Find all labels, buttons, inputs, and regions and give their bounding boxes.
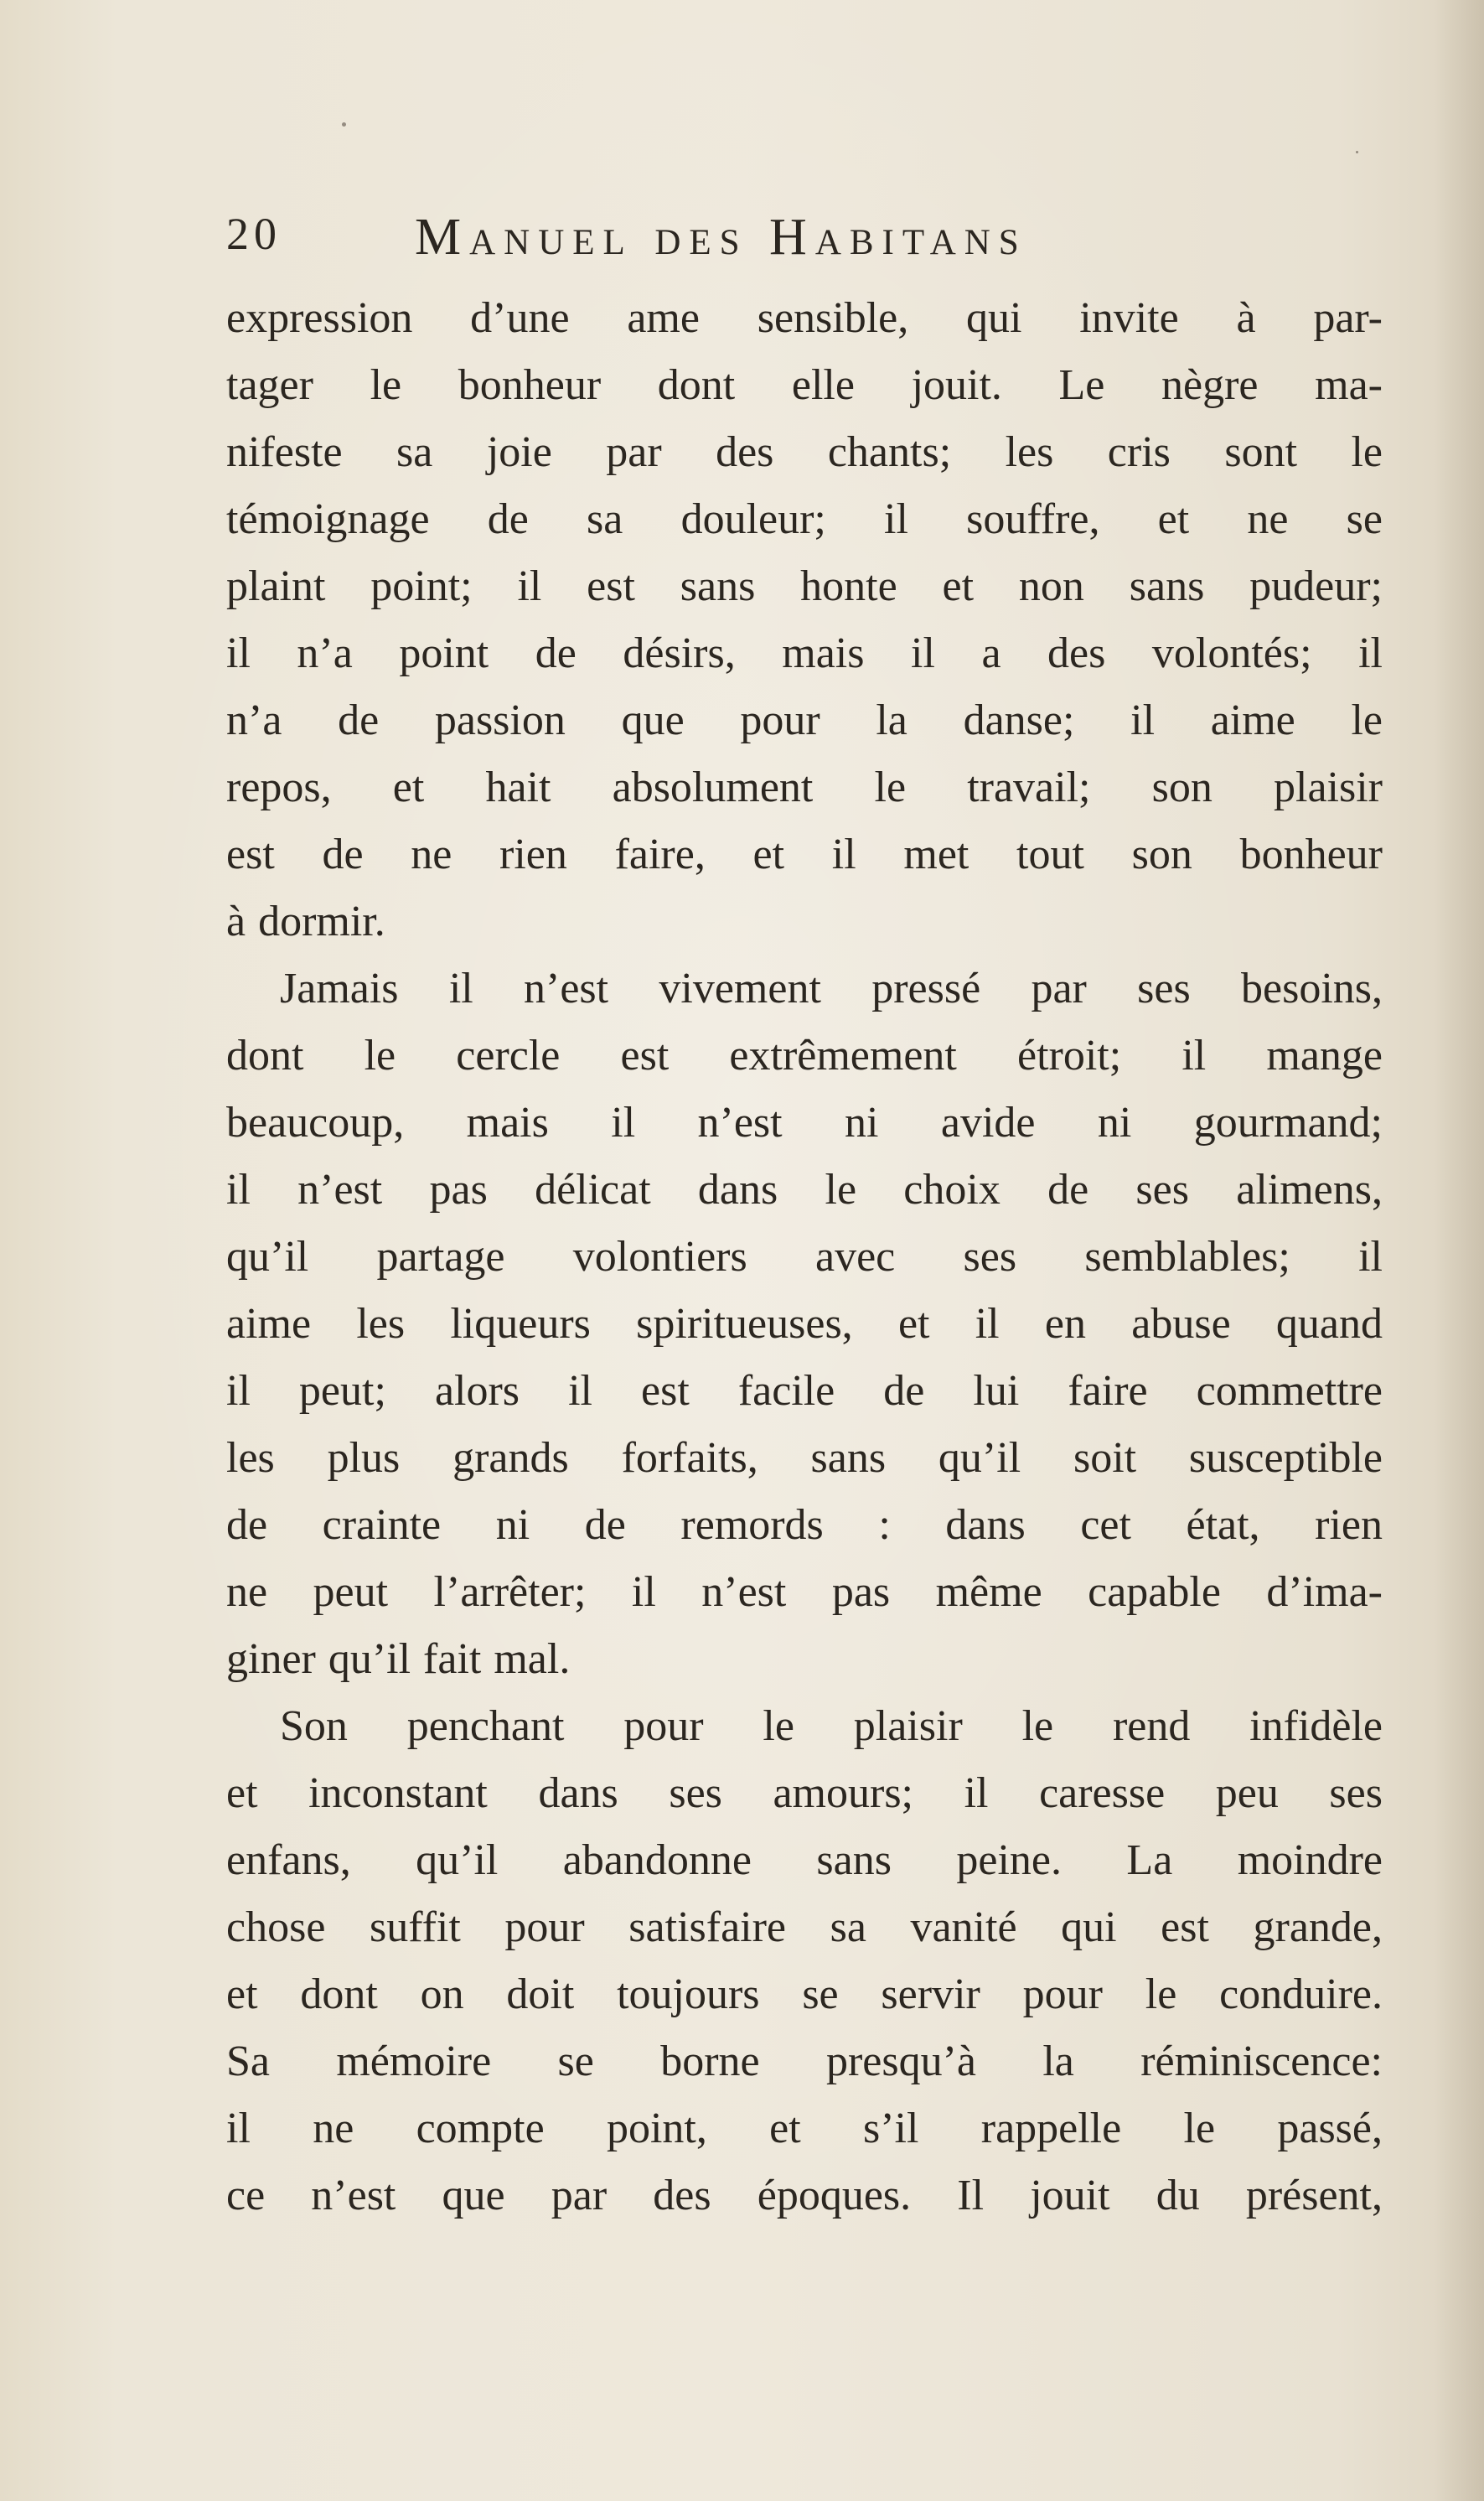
text-line: repos, et hait absolument le travail; son plaisir — [226, 764, 1383, 811]
text-line: chose suffit pour satisfaire sa vanité qui est grande, — [226, 1903, 1383, 1951]
text-line: ce n’est que par des époques. Il jouit du présent, — [226, 2172, 1383, 2219]
page-number: 20 — [226, 209, 282, 259]
page-header — [226, 208, 1265, 267]
text-line: Sa mémoire se borne presqu’à la réminiscence: — [226, 2038, 1383, 2085]
text-line: beaucoup, mais il n’est ni avide ni gourmand; — [226, 1099, 1383, 1147]
text-line: témoignage de sa douleur; il souffre, et ne se — [226, 495, 1383, 543]
text-line: est de ne rien faire, et il met tout son bonheur — [226, 831, 1383, 878]
text-line: dont le cercle est extrêmement étroit; il mange — [226, 1032, 1383, 1080]
ink-speck — [1356, 151, 1358, 153]
text-line: à dormir. — [226, 898, 385, 945]
page-edge-shadow — [1434, 0, 1484, 2501]
text-line: expression d’une ame sensible, qui invite à par- — [226, 294, 1383, 342]
text-line: aime les liqueurs spiritueuses, et il en abuse quand — [226, 1300, 1383, 1348]
text-line: il n’a point de désirs, mais il a des volontés; il — [226, 629, 1383, 677]
text-line: de crainte ni de remords : dans cet état, rien — [226, 1501, 1383, 1549]
text-line: Jamais il n’est vivement pressé par ses besoins, — [280, 965, 1383, 1012]
text-line: nifeste sa joie par des chants; les cris sont le — [226, 428, 1383, 476]
text-line: il peut; alors il est facile de lui faire commettre — [226, 1367, 1383, 1415]
text-line: ne peut l’arrêter; il n’est pas même capable d’ima- — [226, 1568, 1383, 1616]
text-line: Son penchant pour le plaisir le rend infidèle — [280, 1702, 1383, 1750]
text-line: il ne compte point, et s’il rappelle le passé, — [226, 2105, 1383, 2152]
text-line: les plus grands forfaits, sans qu’il soit susceptible — [226, 1434, 1383, 1482]
text-line: et dont on doit toujours se servir pour le conduire. — [226, 1970, 1383, 2018]
text-line: giner qu’il fait mal. — [226, 1635, 571, 1683]
text-line: enfans, qu’il abandonne sans peine. La moindre — [226, 1836, 1383, 1884]
text-line: et inconstant dans ses amours; il caresse peu ses — [226, 1769, 1383, 1817]
running-head: Manuel des Habitans — [415, 209, 1027, 266]
text-line: il n’est pas délicat dans le choix de ses alimens, — [226, 1166, 1383, 1214]
body-text — [226, 285, 1383, 2229]
ink-speck — [342, 122, 346, 127]
text-line: tager le bonheur dont elle jouit. Le nègre ma- — [226, 361, 1383, 409]
text-line: n’a de passion que pour la danse; il aime le — [226, 696, 1383, 744]
text-line: qu’il partage volontiers avec ses semblables; il — [226, 1233, 1383, 1281]
text-line: plaint point; il est sans honte et non sans pudeur; — [226, 562, 1383, 610]
